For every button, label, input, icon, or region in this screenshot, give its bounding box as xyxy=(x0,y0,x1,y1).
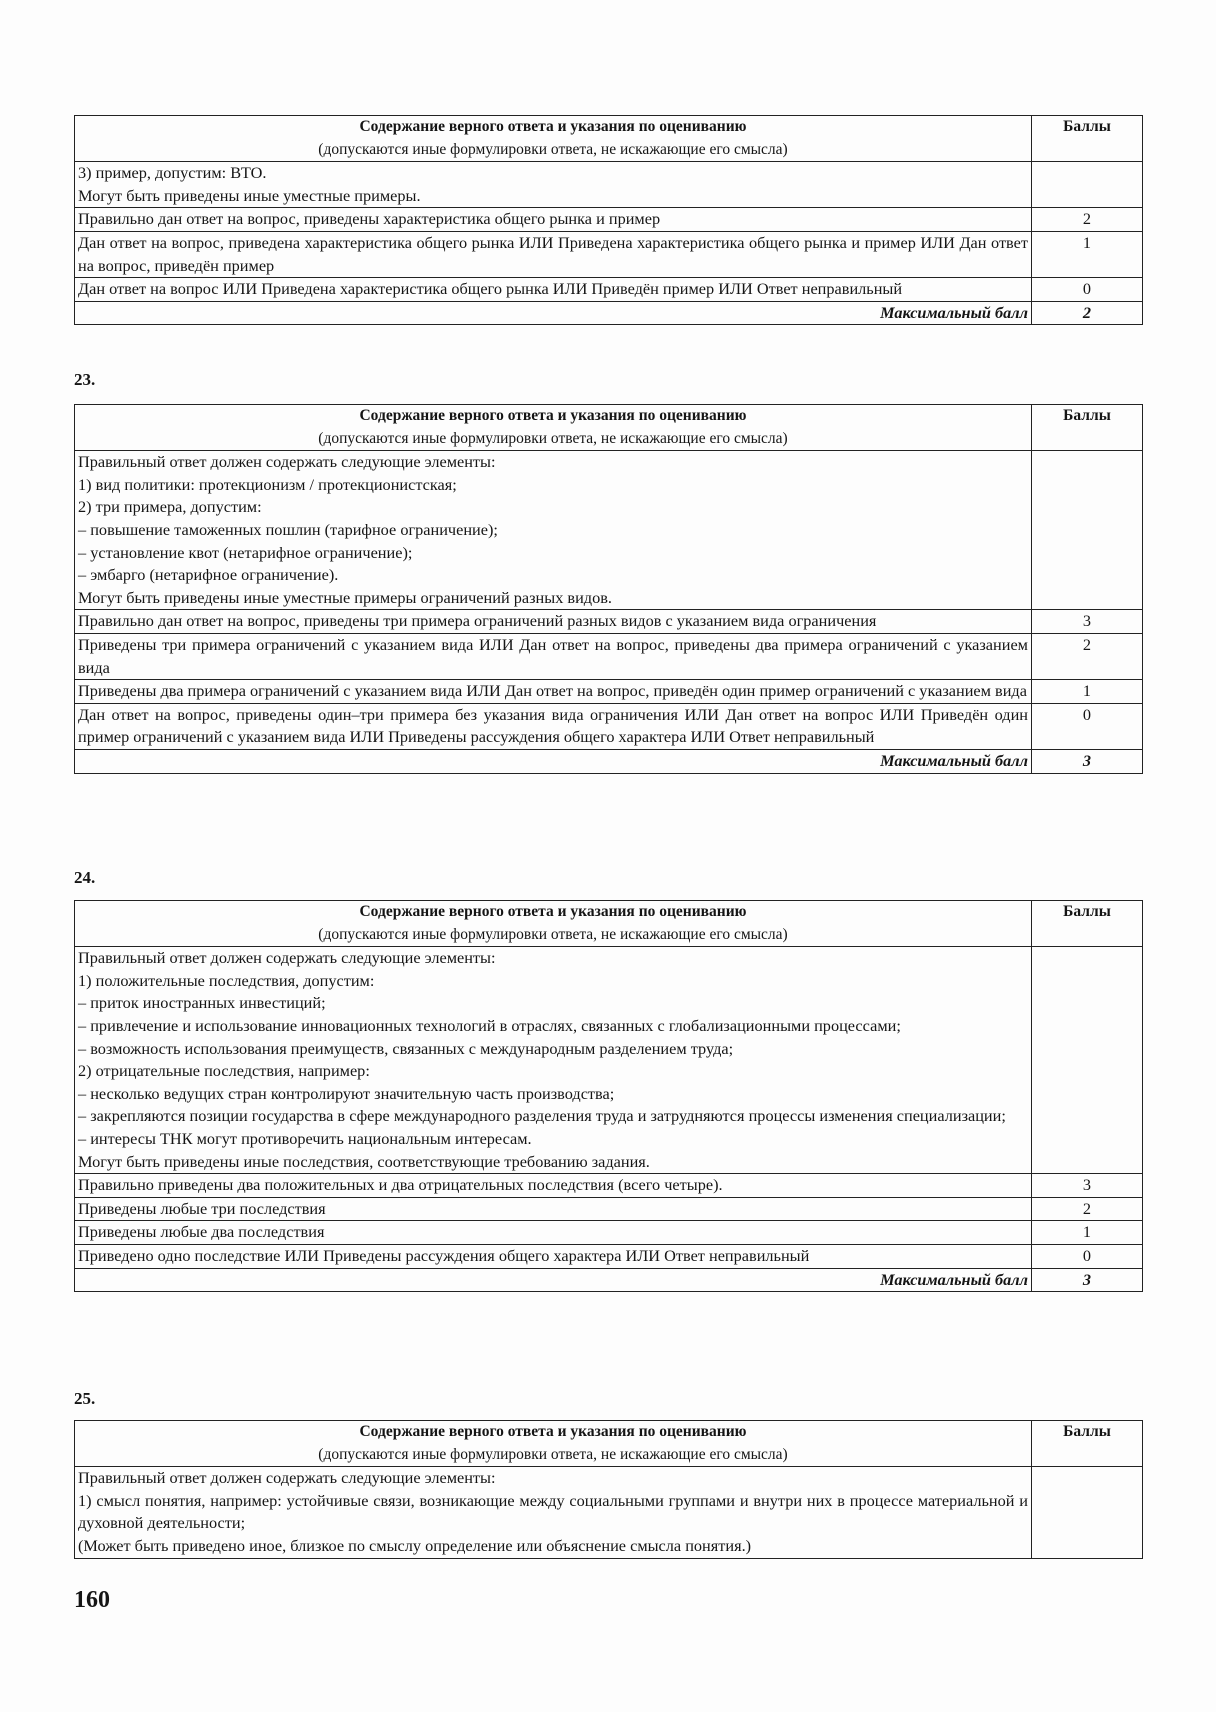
criterion-score: 1 xyxy=(1032,231,1143,277)
score-header xyxy=(1032,116,1143,162)
criterion-score: 0 xyxy=(1032,1244,1143,1268)
criterion-text: Приведены любые два последствия xyxy=(75,1221,1032,1245)
criterion-score: 0 xyxy=(1032,703,1143,749)
empty-score-cell xyxy=(1032,162,1143,208)
criteria-table-24 xyxy=(74,900,1143,1292)
answer-content: Правильный ответ должен содержать следующие элементы: 1) смысл понятия, например: устойчивые связи, возникающие между социальными группами и внутри них в процессе материальной и духовной деятельности; (Может быть приведено иное, близкое по смыслу определение или объяснение смысла понятия.) xyxy=(75,1467,1032,1558)
max-score-row xyxy=(75,301,1143,325)
answer-content-row xyxy=(75,947,1143,1174)
criteria-header-subtitle: (допускаются иные формулировки ответа, не искажающие его смысла) xyxy=(318,140,788,158)
criteria-header xyxy=(75,116,1032,162)
table-row xyxy=(75,278,1143,302)
criterion-score: 1 xyxy=(1032,680,1143,704)
task-number-25: 25. xyxy=(74,1389,96,1408)
max-score-label: Максимальный балл xyxy=(75,301,1032,325)
criteria-header-title: Содержание верного ответа и указания по оцениванию xyxy=(359,903,747,920)
table-row xyxy=(75,1244,1143,1268)
answer-content: Правильный ответ должен содержать следующие элементы: 1) вид политики: протекционизм / протекционистская; 2) три примера, допустим: – повышение таможенных пошлин (тарифное ограничение); – установление квот (нетарифное ограничение); – эмбарго (нетарифное ограничение). Могут быть приведены иные уместные примеры ограничений разных видов. xyxy=(75,451,1032,610)
criterion-text: Дан ответ на вопрос ИЛИ Приведена характеристика общего рынка ИЛИ Приведён пример ИЛИ Ответ неправильный xyxy=(75,278,1032,302)
criteria-header-subtitle: (допускаются иные формулировки ответа, не искажающие его смысла) xyxy=(318,925,788,943)
criterion-text: Приведены три примера ограничений с указанием вида ИЛИ Дан ответ на вопрос, приведены два примера ограничений с указанием вида xyxy=(75,633,1032,679)
max-score-value: 3 xyxy=(1032,1268,1143,1292)
criteria-table-25 xyxy=(74,1420,1143,1559)
criterion-text: Правильно дан ответ на вопрос, приведены три примера ограничений разных видов с указанием вида ограничения xyxy=(75,610,1032,634)
max-score-row xyxy=(75,1268,1143,1292)
criterion-text: Дан ответ на вопрос, приведена характеристика общего рынка ИЛИ Приведена характеристика общего рынка и пример ИЛИ Дан ответ на вопрос, приведён пример xyxy=(75,231,1032,277)
table-row xyxy=(75,610,1143,634)
criteria-header xyxy=(75,405,1032,451)
criterion-text: Приведено одно последствие ИЛИ Приведены рассуждения общего характера ИЛИ Ответ неправильный xyxy=(75,1244,1032,1268)
criterion-score: 2 xyxy=(1032,208,1143,232)
answer-content: 3) пример, допустим: ВТО. Могут быть приведены иные уместные примеры. xyxy=(75,162,1032,208)
criterion-score: 2 xyxy=(1032,633,1143,679)
criteria-header-title: Содержание верного ответа и указания по оцениванию xyxy=(359,407,747,424)
criterion-score: 3 xyxy=(1032,610,1143,634)
criteria-table-22 xyxy=(74,115,1143,325)
empty-score-cell xyxy=(1032,947,1143,1174)
empty-score-cell xyxy=(1032,1467,1143,1558)
criterion-score: 0 xyxy=(1032,278,1143,302)
criteria-header-title: Содержание верного ответа и указания по оцениванию xyxy=(359,118,747,135)
criteria-header-subtitle: (допускаются иные формулировки ответа, не искажающие его смысла) xyxy=(318,1445,788,1463)
score-header-title: Баллы xyxy=(1063,1423,1111,1440)
table-row xyxy=(75,208,1143,232)
criterion-score: 2 xyxy=(1032,1197,1143,1221)
criterion-score: 3 xyxy=(1032,1174,1143,1198)
max-score-row xyxy=(75,749,1143,773)
answer-content-row xyxy=(75,451,1143,610)
table-row xyxy=(75,1197,1143,1221)
max-score-label: Максимальный балл xyxy=(75,749,1032,773)
page-number: 160 xyxy=(74,1587,110,1613)
criterion-text: Приведены любые три последствия xyxy=(75,1197,1032,1221)
table-row xyxy=(75,1174,1143,1198)
table-row xyxy=(75,231,1143,277)
criteria-header-title: Содержание верного ответа и указания по оцениванию xyxy=(359,1423,747,1440)
empty-score-cell xyxy=(1032,451,1143,610)
task-number-24: 24. xyxy=(74,868,96,887)
criterion-text: Правильно приведены два положительных и два отрицательных последствия (всего четыре). xyxy=(75,1174,1032,1198)
criterion-score: 1 xyxy=(1032,1221,1143,1245)
criterion-text: Приведены два примера ограничений с указанием вида ИЛИ Дан ответ на вопрос, приведён один пример ограничений с указанием вида xyxy=(75,680,1032,704)
table-row xyxy=(75,703,1143,749)
max-score-value: 2 xyxy=(1032,301,1143,325)
criteria-table-23 xyxy=(74,404,1143,774)
criterion-text: Правильно дан ответ на вопрос, приведены характеристика общего рынка и пример xyxy=(75,208,1032,232)
max-score-label: Максимальный балл xyxy=(75,1268,1032,1292)
table-row xyxy=(75,1221,1143,1245)
criterion-text: Дан ответ на вопрос, приведены один–три примера без указания вида ограничения ИЛИ Дан ответ на вопрос ИЛИ Приведён один пример ограничений с указанием вида ИЛИ Приведены рассуждения общего характера ИЛИ Ответ неправильный xyxy=(75,703,1032,749)
score-header xyxy=(1032,1421,1143,1467)
score-header-title: Баллы xyxy=(1063,903,1111,920)
criteria-header xyxy=(75,1421,1032,1467)
score-header-title: Баллы xyxy=(1063,407,1111,424)
score-header-title: Баллы xyxy=(1063,118,1111,135)
table-header-row xyxy=(75,116,1143,162)
criteria-header-subtitle: (допускаются иные формулировки ответа, не искажающие его смысла) xyxy=(318,429,788,447)
answer-content-row xyxy=(75,162,1143,208)
task-number-23: 23. xyxy=(74,370,96,389)
score-header xyxy=(1032,405,1143,451)
table-row xyxy=(75,680,1143,704)
table-header-row xyxy=(75,405,1143,451)
criteria-header xyxy=(75,901,1032,947)
max-score-value: 3 xyxy=(1032,749,1143,773)
answer-content-row xyxy=(75,1467,1143,1558)
table-row xyxy=(75,633,1143,679)
table-header-row xyxy=(75,1421,1143,1467)
answer-content: Правильный ответ должен содержать следующие элементы: 1) положительные последствия, допустим: – приток иностранных инвестиций; – привлечение и использование инновационных технологий в отраслях, связанных с глобализационными процессами; – возможность использования преимуществ, связанных с международным разделением труда; 2) отрицательные последствия, например: – несколько ведущих стран контролируют значительную часть производства; – закрепляются позиции государства в сфере международного разделения труда и затрудняются процессы изменения специализации; – интересы ТНК могут противоречить национальным интересам. Могут быть приведены иные последствия, соответствующие требованию задания. xyxy=(75,947,1032,1174)
table-header-row xyxy=(75,901,1143,947)
score-header xyxy=(1032,901,1143,947)
